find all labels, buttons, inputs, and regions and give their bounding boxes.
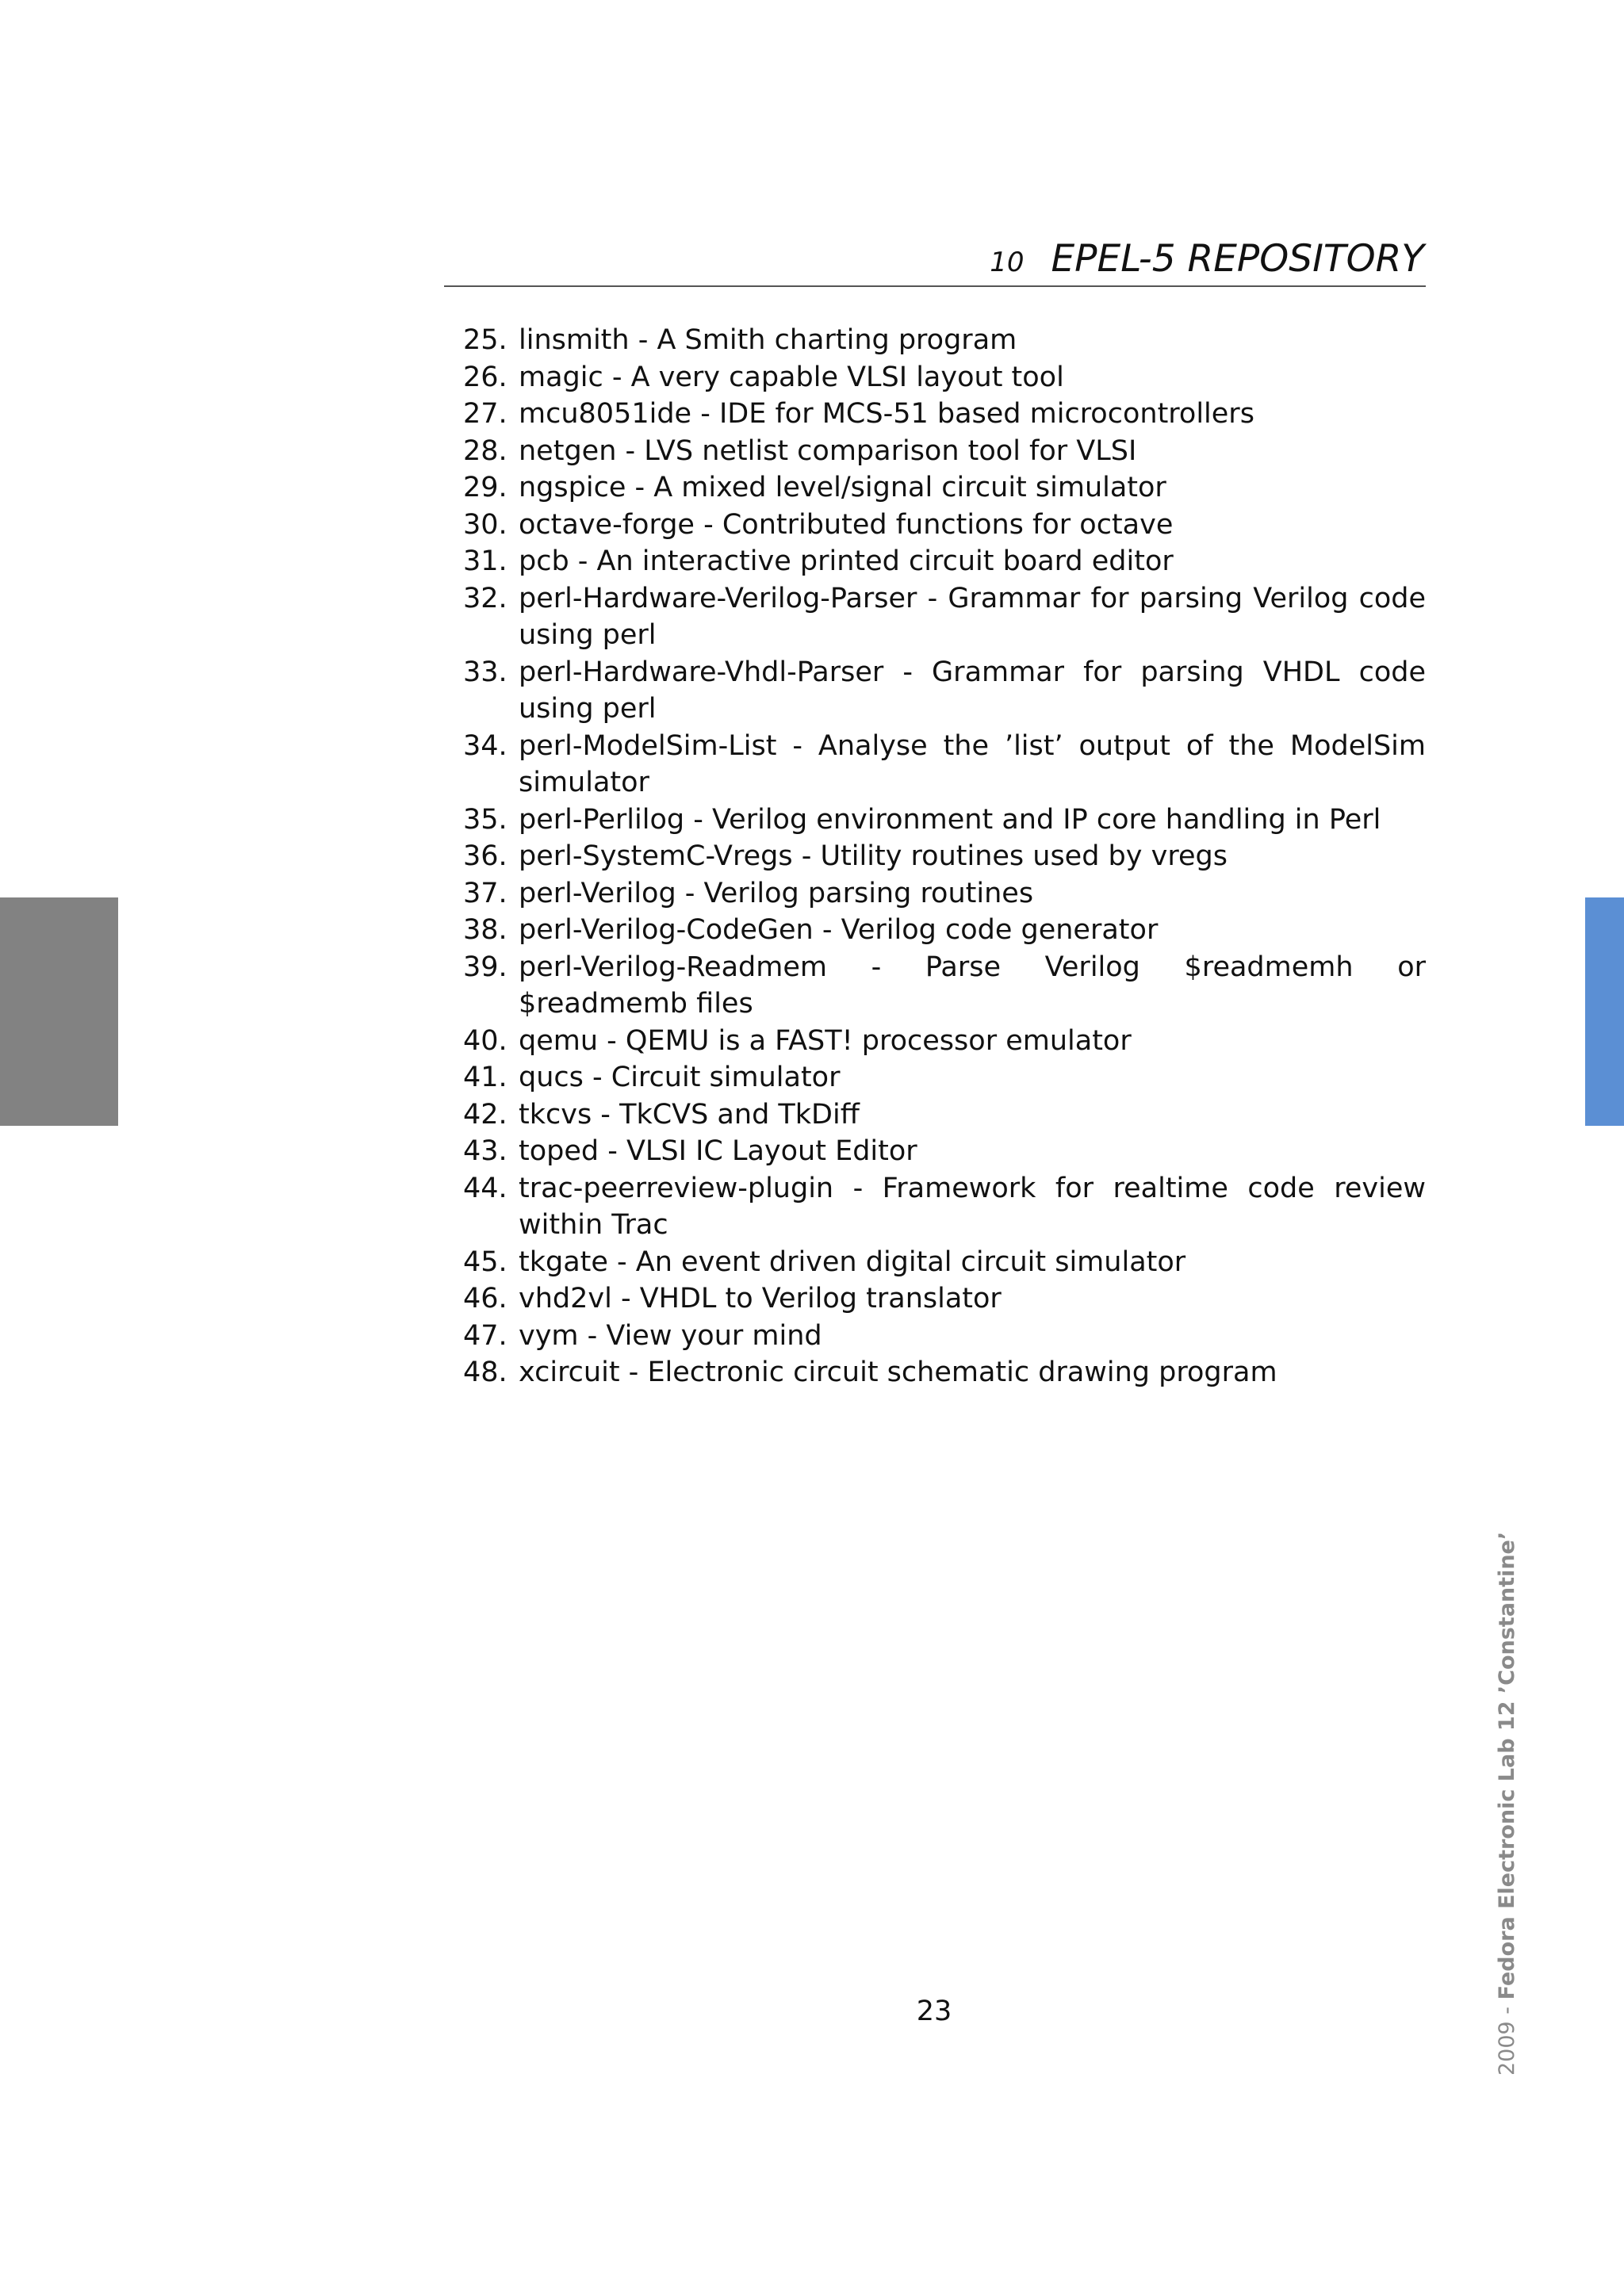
list-item-text: vym - View your mind bbox=[519, 1319, 822, 1352]
left-chapter-tab bbox=[0, 897, 118, 1126]
list-item-number: 46. bbox=[463, 1283, 508, 1314]
list-item-number: 36. bbox=[463, 840, 508, 872]
list-item-number: 33. bbox=[463, 656, 508, 688]
list-item bbox=[444, 875, 1426, 913]
chapter-number: 10 bbox=[990, 247, 1025, 278]
list-item bbox=[444, 507, 1426, 544]
list-item-text: perl-Perlilog - Verilog environment and IP core handling in Perl bbox=[519, 803, 1381, 836]
list-item-number: 37. bbox=[463, 877, 508, 909]
list-item-number: 44. bbox=[463, 1172, 508, 1204]
list-item-number: 47. bbox=[463, 1319, 508, 1352]
list-item bbox=[444, 1023, 1426, 1060]
list-item bbox=[444, 543, 1426, 580]
list-item-number: 26. bbox=[463, 361, 508, 393]
list-item-number: 35. bbox=[463, 803, 508, 836]
list-item bbox=[444, 654, 1426, 728]
list-item-number: 40. bbox=[463, 1024, 508, 1057]
list-item bbox=[444, 469, 1426, 507]
list-item-text: ngspice - A mixed level/signal circuit simulator bbox=[519, 472, 1166, 503]
list-item-text: perl-ModelSim-List - Analyse the ’list’ output of the ModelSim simulator bbox=[519, 729, 1426, 798]
list-item-number: 39. bbox=[463, 951, 508, 983]
page-number: 23 bbox=[916, 1996, 952, 2027]
sidebar-credit bbox=[1494, 1532, 1521, 2076]
list-item-number: 28. bbox=[463, 434, 508, 467]
list-item-number: 30. bbox=[463, 508, 508, 541]
sidebar-credit-year: 2009 - bbox=[1495, 1999, 1519, 2076]
list-item-text: perl-Hardware-Verilog-Parser - Grammar for parsing Verilog code using perl bbox=[519, 582, 1426, 651]
list-item bbox=[444, 580, 1426, 654]
list-item-text: magic - A very capable VLSI layout tool bbox=[519, 361, 1064, 393]
list-item-text: pcb - An interactive printed circuit board editor bbox=[519, 545, 1174, 577]
right-chapter-tab bbox=[1585, 897, 1624, 1126]
list-item bbox=[444, 359, 1426, 396]
list-item-text: mcu8051ide - IDE for MCS-51 based microcontrollers bbox=[519, 398, 1254, 430]
list-item bbox=[444, 1170, 1426, 1244]
list-item-number: 31. bbox=[463, 545, 508, 577]
list-item-text: perl-SystemC-Vregs - Utility routines used by vregs bbox=[519, 840, 1228, 872]
list-item-text: vhd2vl - VHDL to Verilog translator bbox=[519, 1283, 1002, 1314]
list-item-number: 27. bbox=[463, 398, 508, 430]
chapter-heading-line bbox=[990, 237, 1424, 281]
list-item bbox=[444, 1280, 1426, 1318]
list-item bbox=[444, 1133, 1426, 1170]
list-item bbox=[444, 912, 1426, 949]
chapter-header bbox=[444, 232, 1426, 287]
list-item bbox=[444, 1059, 1426, 1096]
list-item bbox=[444, 322, 1426, 359]
list-item-number: 38. bbox=[463, 914, 508, 946]
list-item-text: netgen - LVS netlist comparison tool for VLSI bbox=[519, 434, 1137, 467]
list-item-number: 29. bbox=[463, 472, 508, 503]
package-list bbox=[444, 322, 1426, 1391]
page-number-container bbox=[0, 1993, 1624, 2030]
sidebar-credit-title: Fedora Electronic Lab 12 ’Constantine’ bbox=[1495, 1531, 1519, 2000]
list-item-number: 32. bbox=[463, 582, 508, 614]
list-item-text: perl-Hardware-Vhdl-Parser - Grammar for parsing VHDL code using perl bbox=[519, 656, 1426, 725]
list-item-text: trac-peerreview-plugin - Framework for realtime code review within Trac bbox=[519, 1172, 1426, 1241]
list-item-text: qucs - Circuit simulator bbox=[519, 1062, 841, 1093]
list-item bbox=[444, 802, 1426, 839]
list-item bbox=[444, 728, 1426, 802]
list-item-number: 48. bbox=[463, 1357, 508, 1388]
list-item-text: toped - VLSI IC Layout Editor bbox=[519, 1135, 917, 1167]
list-item-text: xcircuit - Electronic circuit schematic drawing program bbox=[519, 1357, 1277, 1388]
list-item bbox=[444, 1354, 1426, 1391]
list-item-number: 45. bbox=[463, 1246, 508, 1278]
list-item-text: perl-Verilog-CodeGen - Verilog code generator bbox=[519, 914, 1159, 946]
chapter-title: EPEL-5 REPOSITORY bbox=[1051, 237, 1424, 281]
list-item bbox=[444, 433, 1426, 470]
list-item-number: 41. bbox=[463, 1062, 508, 1093]
list-item bbox=[444, 1318, 1426, 1355]
list-item-text: tkgate - An event driven digital circuit simulator bbox=[519, 1246, 1186, 1278]
list-item-text: qemu - QEMU is a FAST! processor emulator bbox=[519, 1024, 1132, 1057]
list-item-text: octave-forge - Contributed functions for octave bbox=[519, 508, 1174, 541]
list-item-text: tkcvs - TkCVS and TkDiff bbox=[519, 1098, 860, 1131]
list-item-number: 43. bbox=[463, 1135, 508, 1167]
list-item bbox=[444, 838, 1426, 875]
list-item bbox=[444, 1244, 1426, 1281]
list-item bbox=[444, 949, 1426, 1023]
list-item-text: perl-Verilog-Readmem - Parse Verilog $readmemh or $readmemb files bbox=[519, 951, 1426, 1020]
list-item bbox=[444, 396, 1426, 433]
list-item-number: 42. bbox=[463, 1098, 508, 1131]
list-item bbox=[444, 1096, 1426, 1134]
list-item-text: perl-Verilog - Verilog parsing routines bbox=[519, 877, 1034, 909]
list-item-number: 25. bbox=[463, 324, 508, 356]
list-item-number: 34. bbox=[463, 729, 508, 762]
list-item-text: linsmith - A Smith charting program bbox=[519, 324, 1017, 356]
